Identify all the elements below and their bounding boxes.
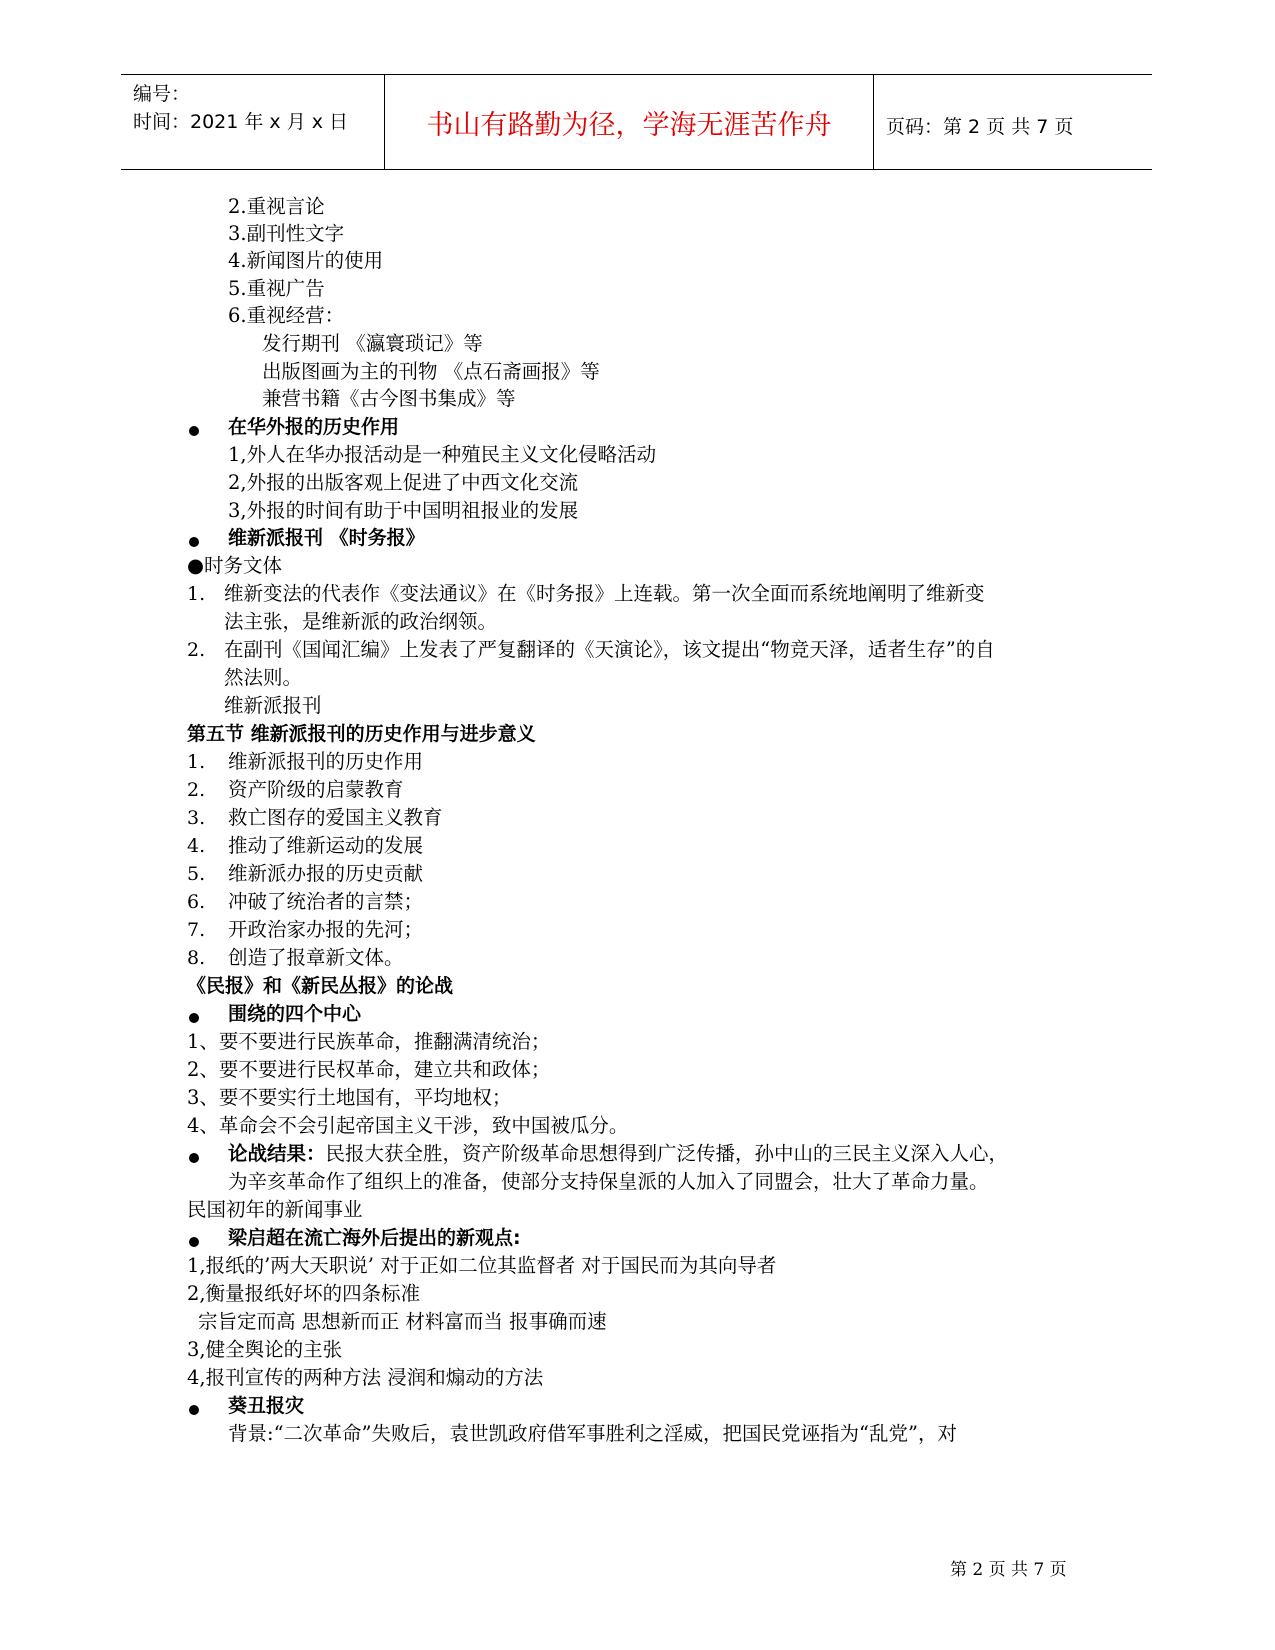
text-line: 出版图画为主的刊物 《点石斋画报》等	[262, 360, 600, 383]
list-number: 2.	[187, 639, 206, 661]
header-page-cell	[874, 75, 1152, 169]
text-line: 6.重视经营：	[228, 304, 345, 327]
text-line: 发行期刊 《瀛寰琐记》等	[262, 332, 483, 355]
text-line: 2,衡量报纸好坏的四条标准	[187, 1282, 421, 1305]
page-header	[121, 74, 1152, 170]
section-heading: 在华外报的历史作用	[228, 416, 400, 438]
list-item: 创造了报章新文体。	[228, 946, 404, 969]
list-item: 推动了维新运动的发展	[228, 834, 424, 857]
text-line: 法主张，是维新派的政治纲领。	[224, 610, 498, 633]
section-heading: 维新派报刊 《时务报》	[228, 527, 425, 549]
list-number: 6.	[187, 891, 206, 913]
text-line: 民国初年的新闻事业	[187, 1198, 363, 1221]
bullet-icon	[189, 1013, 199, 1023]
text-line: 2.重视言论	[228, 195, 325, 218]
inline-text: 民报大获全胜，资产阶级革命思想得到广泛传播，孙中山的三民主义深入人心，	[325, 1142, 1009, 1165]
page-footer: 第 2 页 共 7 页	[950, 1560, 1067, 1580]
section-heading: 梁启超在流亡海外后提出的新观点:	[228, 1227, 521, 1249]
section-heading: 第五节 维新派报刊的历史作用与进步意义	[187, 723, 536, 745]
bullet-icon	[189, 426, 199, 436]
list-item: 冲破了统治者的言禁；	[228, 890, 424, 913]
text-line: 3,外报的时间有助于中国明祖报业的发展	[228, 499, 579, 522]
text-line: 为辛亥革命作了组织上的准备，使部分支持保皇派的人加入了同盟会，壮大了革命力量。	[228, 1170, 989, 1193]
text-line	[228, 1141, 1008, 1167]
section-heading: 《民报》和《新民丛报》的论战	[187, 975, 454, 997]
bullet-icon	[189, 1405, 199, 1415]
text-line: 维新派报刊	[224, 694, 322, 717]
list-item: 资产阶级的启蒙教育	[228, 778, 404, 801]
text-line: 5.重视广告	[228, 277, 325, 300]
list-item: 开政治家办报的先河；	[228, 918, 424, 941]
text-line: 3,健全舆论的主张	[187, 1338, 343, 1361]
text-line: 背景:“二次革命”失败后，袁世凯政府借军事胜利之淫威，把国民党诬指为“乱党”，对	[228, 1422, 957, 1445]
section-heading: 葵丑报灾	[228, 1395, 305, 1417]
text-line: 2,外报的出版客观上促进了中西文化交流	[228, 471, 579, 494]
bullet-icon	[189, 1237, 199, 1247]
text-line: 4,报刊宣传的两种方法 浸润和煽动的方法	[187, 1366, 544, 1389]
text-line: 1,外人在华办报活动是一种殖民主义文化侵略活动	[228, 443, 657, 466]
text-line: 兼营书籍《古今图书集成》等	[262, 387, 516, 410]
header-meta-cell	[121, 75, 385, 169]
bullet-icon	[189, 1153, 199, 1163]
list-number: 1.	[187, 583, 206, 605]
text-line: 3.副刊性文字	[228, 222, 345, 245]
list-number: 8.	[187, 947, 206, 969]
section-heading: 围绕的四个中心	[228, 1003, 362, 1025]
text-line: 宗旨定而高 思想新而正 材料富而当 报事确而速	[198, 1310, 607, 1333]
text-line: 在副刊《国闻汇编》上发表了严复翻译的《天演论》，该文提出“物竞天泽，适者生存”的自	[224, 638, 995, 661]
text-line: 3、要不要实行土地国有，平均地权；	[187, 1086, 512, 1109]
list-number: 2.	[187, 779, 206, 801]
list-number: 5.	[187, 863, 206, 885]
text-line: 2、要不要进行民权革命，建立共和政体；	[187, 1058, 551, 1081]
list-number: 3.	[187, 807, 206, 829]
time-label: 时间：2021 年 x 月 x 日	[133, 111, 349, 133]
text-line: 4、革命会不会引起帝国主义干涉，致中国被瓜分。	[187, 1114, 629, 1137]
list-number: 7.	[187, 919, 206, 941]
number-label: 编号：	[133, 83, 191, 105]
inline-heading: 论战结果：	[228, 1142, 326, 1165]
text-line: 维新变法的代表作《变法通议》在《时务报》上连载。第一次全面而系统地阐明了维新变	[224, 582, 985, 605]
list-item: 维新派办报的历史贡献	[228, 862, 424, 885]
text-line: 4.新闻图片的使用	[228, 249, 384, 272]
list-item: 维新派报刊的历史作用	[228, 750, 424, 773]
header-motto: 书山有路勤为径，学海无涯苦作舟	[385, 75, 874, 169]
text-line: ●时务文体	[187, 554, 283, 577]
text-line: 1、要不要进行民族革命，推翻满清统治；	[187, 1030, 551, 1053]
list-number: 4.	[187, 835, 206, 857]
text-line: 然法则。	[224, 666, 303, 689]
bullet-icon	[189, 537, 199, 547]
text-line: 1,报纸的’两大天职说’ 对于正如二位其监督者 对于国民而为其向导者	[187, 1254, 777, 1277]
list-item: 救亡图存的爱国主义教育	[228, 806, 443, 829]
list-number: 1.	[187, 751, 206, 773]
page-label: 页码：第 2 页 共 7 页	[886, 116, 1074, 138]
